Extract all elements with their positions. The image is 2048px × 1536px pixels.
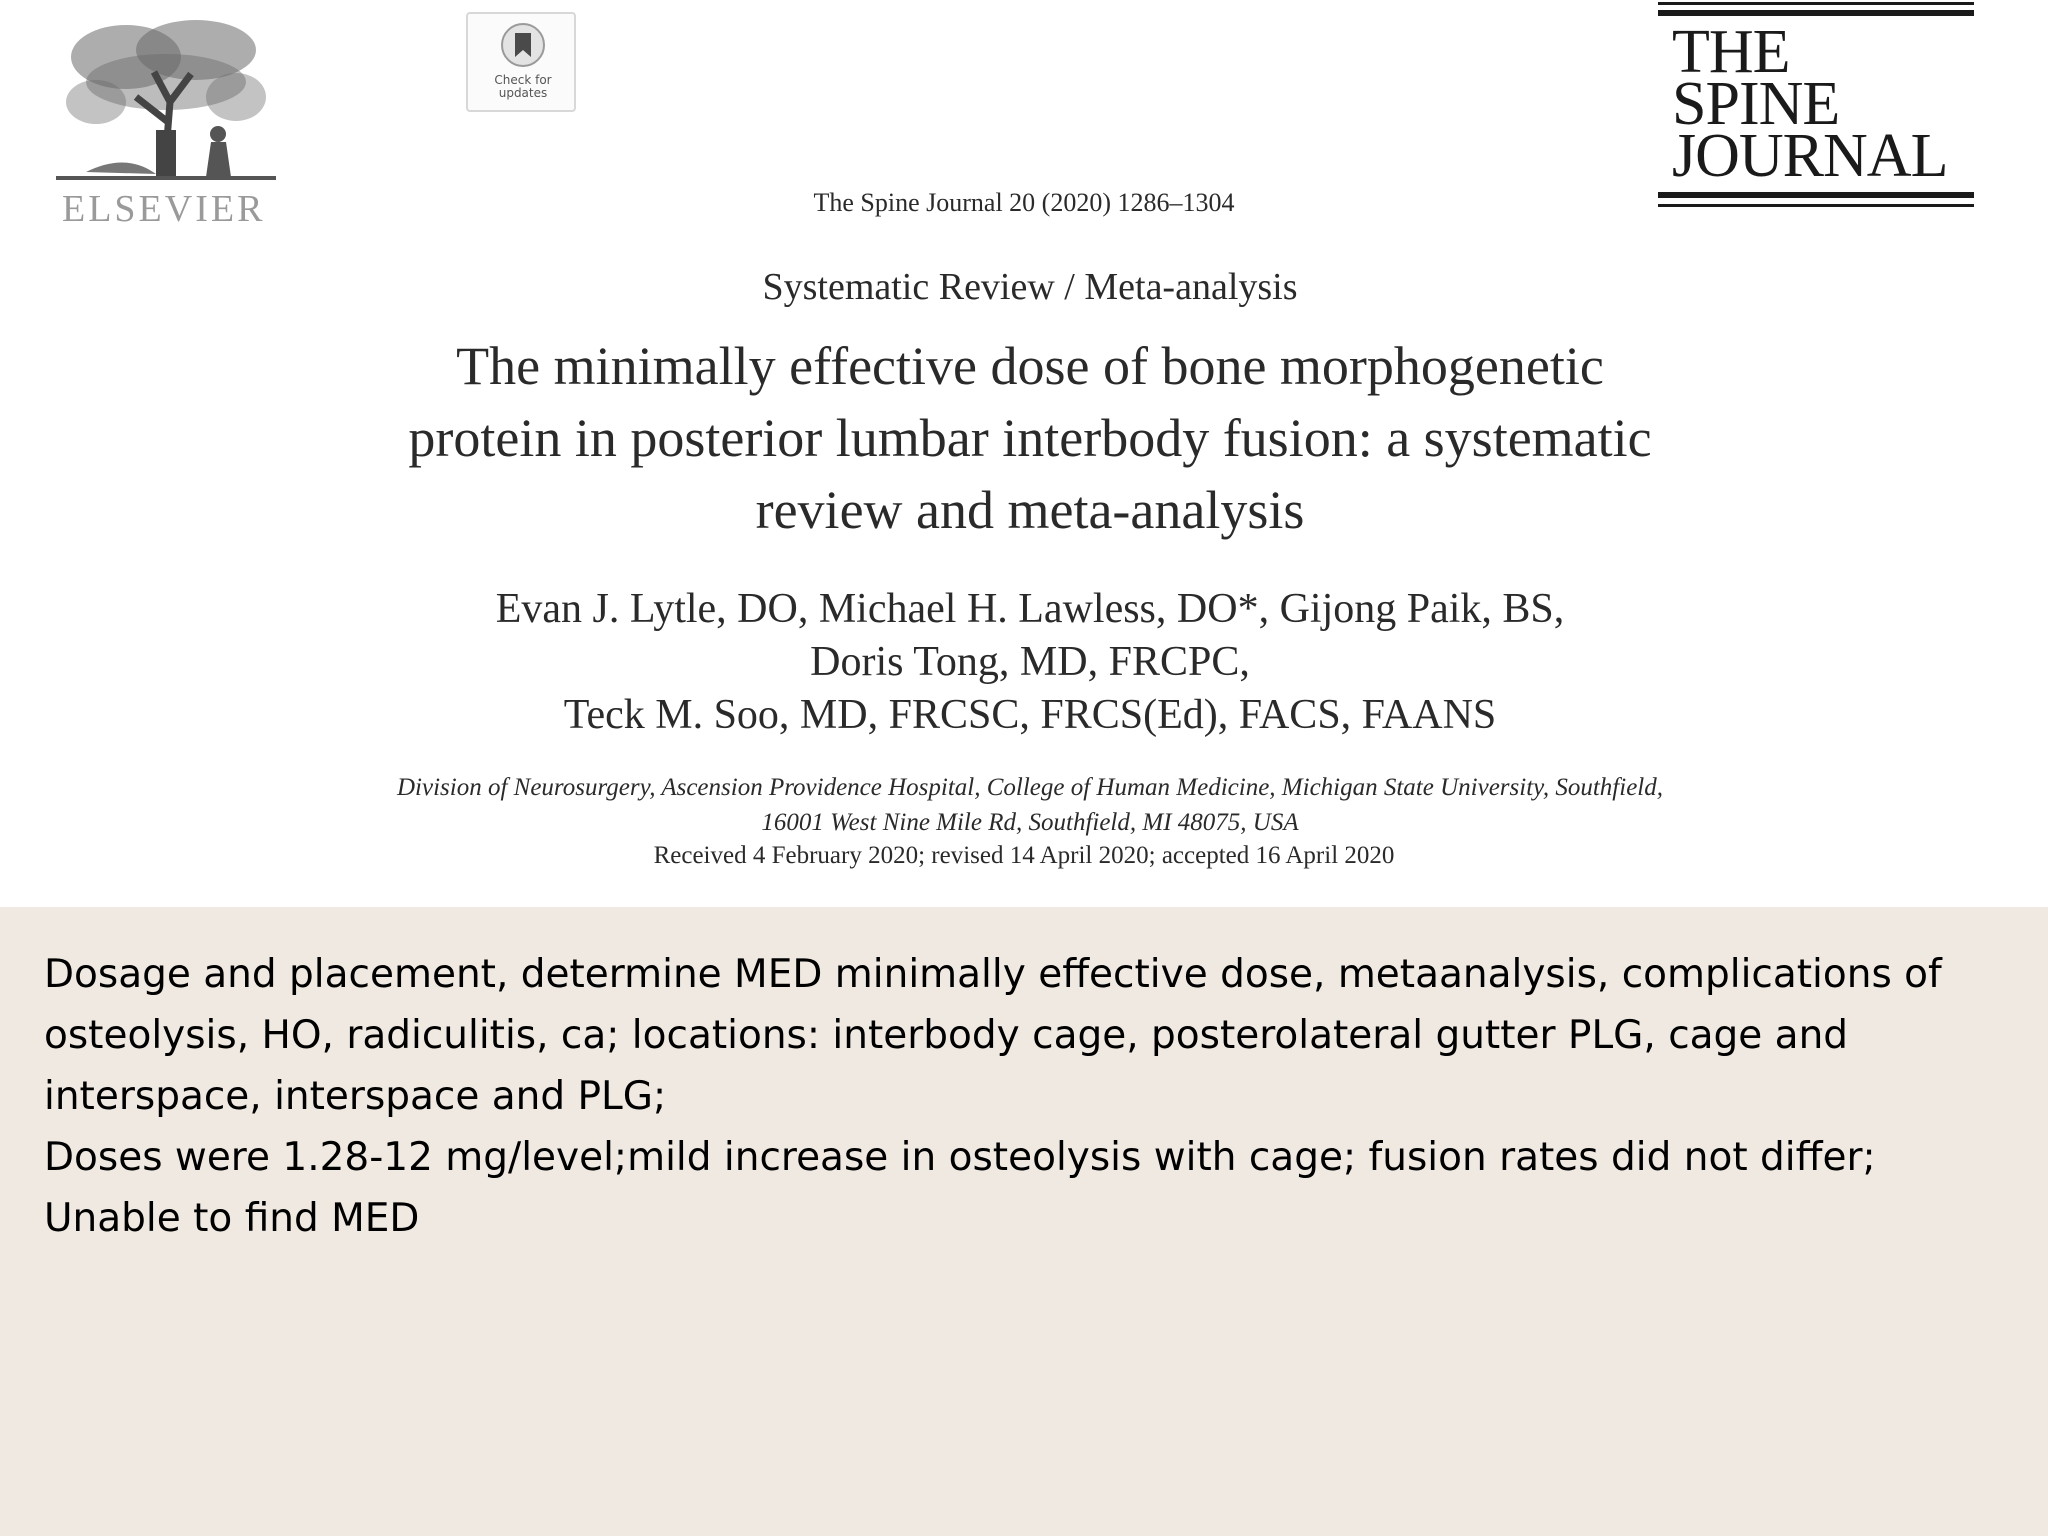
title-line: The minimally effective dose of bone morphogenetic (456, 336, 1604, 396)
affiliation-line: Division of Neurosurgery, Ascension Providence Hospital, College of Human Medicine, Michigan State University, Southfield, (396, 774, 1663, 801)
elsevier-tree-icon (56, 12, 276, 182)
author-line: Evan J. Lytle, DO, Michael H. Lawless, DO*, Gijong Paik, BS, (495, 586, 1565, 632)
journal-logo-line: THE (1672, 18, 1790, 86)
spine-journal-logo (1658, 0, 1976, 215)
author-list (0, 583, 2048, 742)
check-for-updates-badge[interactable] (466, 12, 576, 112)
logo-rule-top-thick (1658, 10, 1974, 16)
article-title (0, 330, 2048, 546)
author-line: Teck M. Soo, MD, FRCSC, FRCS(Ed), FACS, FAANS (563, 692, 1497, 738)
bookmark-icon (500, 22, 546, 68)
logo-rule-top-thin (1658, 2, 1974, 5)
notes-paragraph: Doses were 1.28-12 mg/level;mild increase in osteolysis with cage; fusion rates did not differ; (44, 1135, 1876, 1180)
affiliation-line: 16001 West Nine Mile Rd, Southfield, MI 48075, USA (761, 809, 1299, 836)
article-type: Systematic Review / Meta-analysis (762, 266, 1298, 308)
publisher-name: ELSEVIER (62, 188, 266, 230)
notes-paragraph: Unable to find MED (44, 1196, 420, 1241)
slide-notes (44, 944, 2004, 1249)
journal-logo-line: JOURNAL (1672, 122, 1948, 190)
article-dates: Received 4 February 2020; revised 14 April 2020; accepted 16 April 2020 (653, 842, 1395, 869)
affiliation (0, 770, 2048, 840)
journal-citation: The Spine Journal 20 (2020) 1286–1304 (813, 188, 1235, 217)
notes-paragraph: Dosage and placement, determine MED minimally effective dose, metaanalysis, complications of osteolysis, HO, radiculitis, ca; locations: interbody cage, posterolateral gutter PLG, cage and interspace, interspace and PLG; (44, 952, 1942, 1119)
journal-logo-line: SPINE (1672, 70, 1840, 138)
check-for-updates-label: Check for updates (494, 73, 552, 100)
title-line: protein in posterior lumbar interbody fusion: a systematic (408, 408, 1652, 468)
title-line: review and meta-analysis (755, 480, 1305, 540)
author-line: Doris Tong, MD, FRCPC, (810, 639, 1250, 685)
